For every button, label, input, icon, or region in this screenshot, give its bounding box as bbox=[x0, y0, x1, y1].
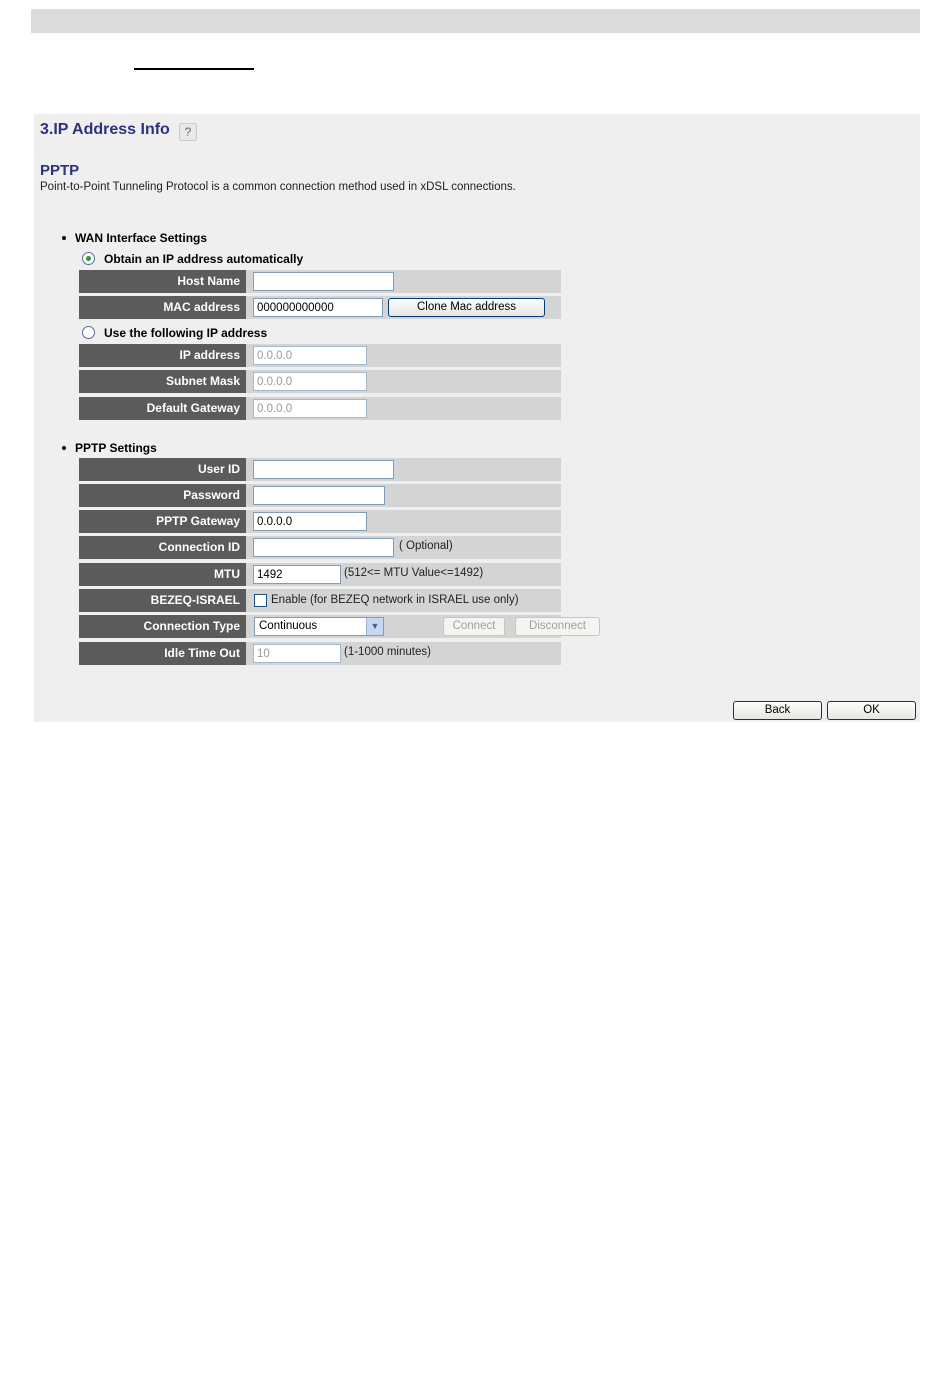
connection-type-controls bbox=[246, 615, 586, 638]
underline-decoration bbox=[134, 68, 254, 70]
host-name-label: Host Name bbox=[79, 270, 246, 293]
pptp-section-label: PPTP Settings bbox=[75, 441, 157, 455]
obtain-auto-label: Obtain an IP address automatically bbox=[104, 252, 304, 266]
default-gateway-label: Default Gateway bbox=[79, 397, 246, 420]
back-button[interactable]: Back bbox=[733, 701, 822, 720]
user-id-label: User ID bbox=[79, 458, 246, 481]
password-label: Password bbox=[79, 484, 246, 507]
idle-time-out-row bbox=[79, 642, 561, 665]
connection-type-select[interactable] bbox=[254, 617, 384, 636]
bullet-icon bbox=[62, 236, 66, 240]
pptp-gateway-input[interactable]: 0.0.0.0 bbox=[253, 512, 367, 531]
wan-section-heading bbox=[62, 231, 207, 245]
user-id-row bbox=[79, 458, 561, 481]
pptp-gateway-label: PPTP Gateway bbox=[79, 510, 246, 533]
default-gateway-input[interactable]: 0.0.0.0 bbox=[253, 399, 367, 418]
bezeq-note: Enable (for BEZEQ network in ISRAEL use only) bbox=[271, 594, 519, 606]
connection-type-row bbox=[79, 615, 586, 638]
mtu-label: MTU bbox=[79, 563, 246, 586]
protocol-description: Point-to-Point Tunneling Protocol is a common connection method used in xDSL connections. bbox=[40, 181, 516, 193]
host-name-row bbox=[79, 270, 561, 293]
password-row bbox=[79, 484, 561, 507]
bezeq-label: BEZEQ-ISRAEL bbox=[79, 589, 246, 612]
connection-type-value: Continuous bbox=[259, 620, 318, 632]
bullet-icon bbox=[62, 446, 66, 450]
mac-address-label: MAC address bbox=[79, 296, 246, 319]
use-following-radio[interactable] bbox=[82, 326, 95, 339]
password-input[interactable] bbox=[253, 486, 385, 505]
default-gateway-row bbox=[79, 397, 561, 420]
mac-address-row bbox=[79, 296, 561, 319]
mtu-note: (512<= MTU Value<=1492) bbox=[344, 567, 484, 579]
bezeq-checkbox[interactable] bbox=[254, 594, 267, 607]
subnet-mask-row bbox=[79, 370, 561, 393]
host-name-input[interactable] bbox=[253, 272, 394, 291]
obtain-auto-option[interactable] bbox=[82, 252, 303, 266]
help-icon[interactable]: ? bbox=[179, 123, 197, 141]
use-following-option[interactable] bbox=[82, 326, 267, 340]
connection-id-row bbox=[79, 536, 561, 559]
disconnect-button[interactable]: Disconnect bbox=[515, 617, 600, 636]
ip-address-label: IP address bbox=[79, 344, 246, 367]
user-id-input[interactable] bbox=[253, 460, 394, 479]
settings-panel bbox=[34, 114, 920, 722]
obtain-auto-radio[interactable] bbox=[82, 252, 95, 265]
ip-address-row bbox=[79, 344, 561, 367]
ip-address-input[interactable]: 0.0.0.0 bbox=[253, 346, 367, 365]
connection-id-note: ( Optional) bbox=[399, 540, 453, 552]
pptp-section-heading bbox=[62, 441, 157, 455]
use-following-label: Use the following IP address bbox=[104, 326, 268, 340]
idle-time-out-input[interactable]: 10 bbox=[253, 644, 341, 663]
idle-time-out-label: Idle Time Out bbox=[79, 642, 246, 665]
ok-button[interactable]: OK bbox=[827, 701, 916, 720]
chevron-down-icon[interactable]: ▼ bbox=[366, 618, 383, 635]
page-title: 3.IP Address Info bbox=[40, 121, 170, 138]
clone-mac-button[interactable]: Clone Mac address bbox=[388, 298, 545, 317]
subnet-mask-input[interactable]: 0.0.0.0 bbox=[253, 372, 367, 391]
protocol-title: PPTP bbox=[40, 162, 80, 179]
top-header-bar bbox=[31, 9, 920, 33]
connection-id-label: Connection ID bbox=[79, 536, 246, 559]
pptp-gateway-row bbox=[79, 510, 561, 533]
subnet-mask-label: Subnet Mask bbox=[79, 370, 246, 393]
wan-section-label: WAN Interface Settings bbox=[75, 231, 208, 245]
idle-time-out-note: (1-1000 minutes) bbox=[344, 646, 431, 658]
connection-id-input[interactable] bbox=[253, 538, 394, 557]
mtu-input[interactable]: 1492 bbox=[253, 565, 341, 584]
mtu-row bbox=[79, 563, 561, 586]
connect-button[interactable]: Connect bbox=[443, 617, 505, 636]
bezeq-row bbox=[79, 589, 561, 612]
mac-address-input[interactable]: 000000000000 bbox=[253, 298, 383, 317]
connection-type-label: Connection Type bbox=[79, 615, 246, 638]
bezeq-option bbox=[246, 589, 561, 612]
